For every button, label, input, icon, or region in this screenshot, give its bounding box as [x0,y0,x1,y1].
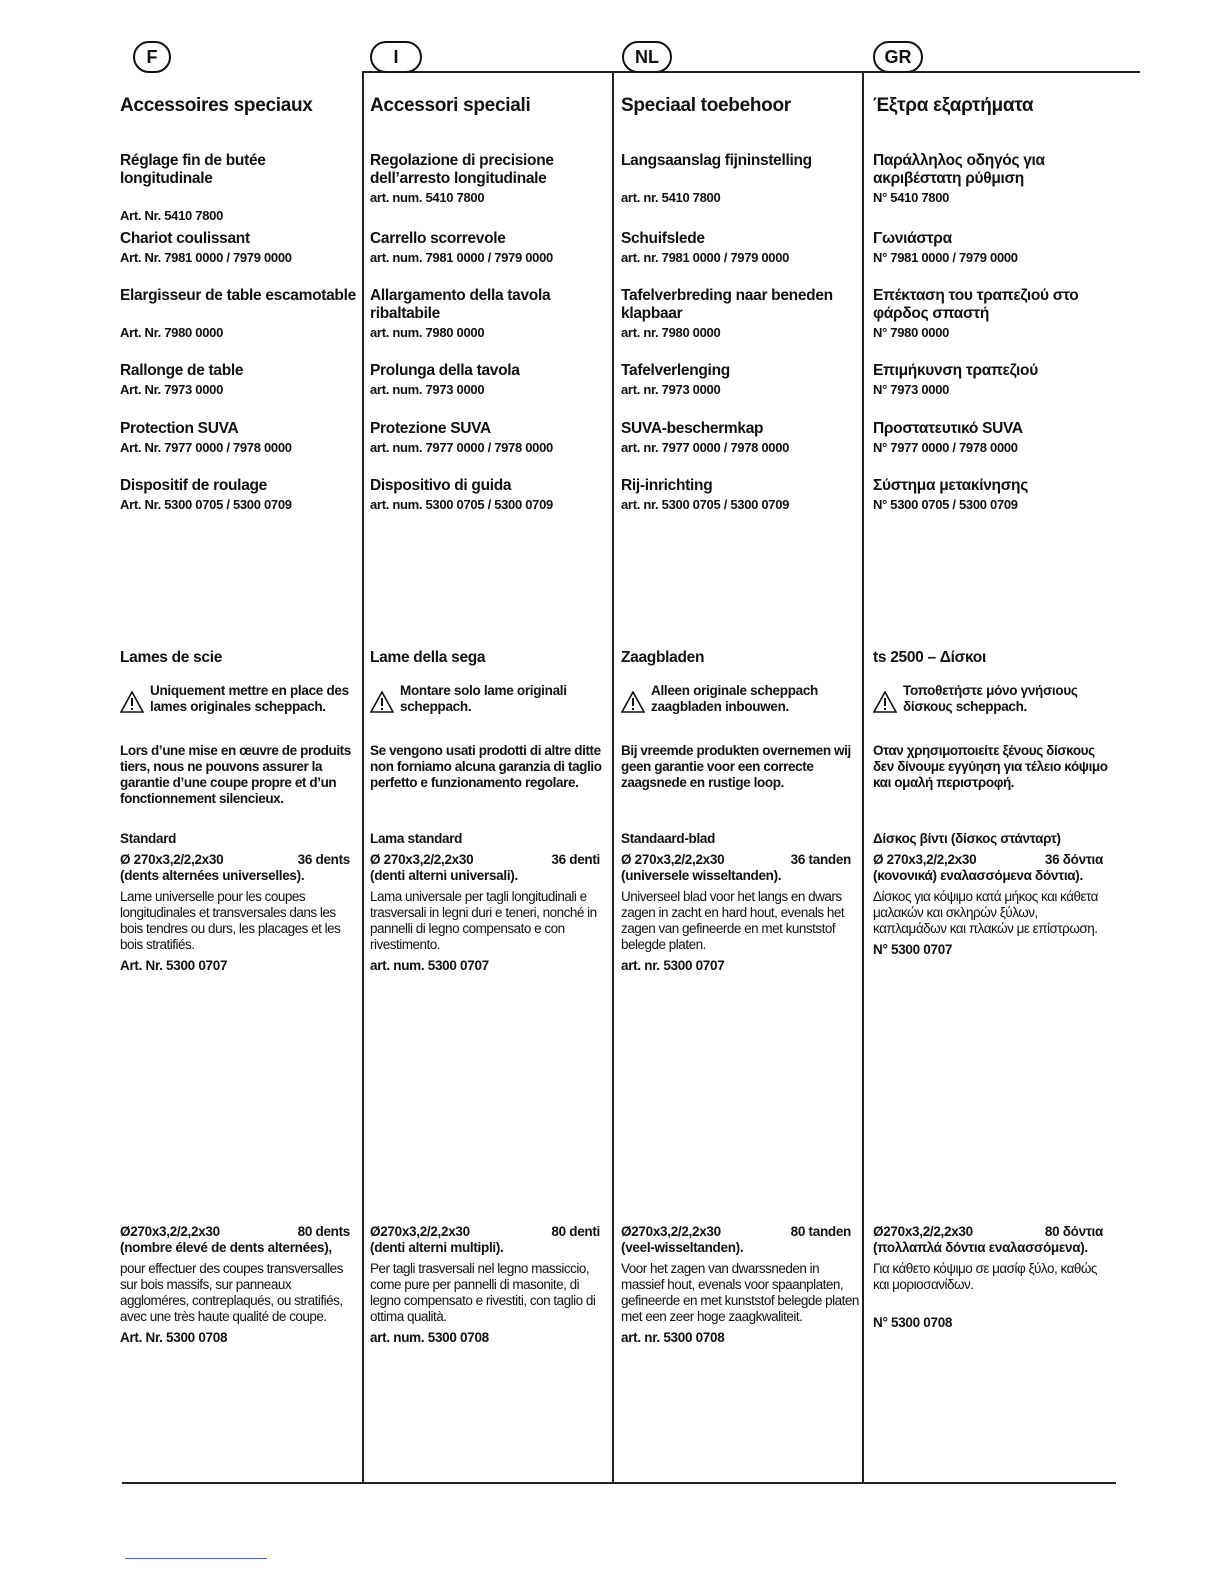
accessory-art-number: Art. Nr. 7973 0000 [120,382,224,397]
fine-blade-tooth-type: (πολλαπλά δόντια εναλασσόμενα). [873,1240,1088,1255]
accessory-art-number: art. num. 5300 0705 / 5300 0709 [370,497,553,512]
accessory-name: Schuifslede [621,230,705,247]
accessory-name: Chariot coulissant [120,230,250,247]
accessory-name: Tafelverlenging [621,362,730,379]
accessory-item [621,152,863,206]
warning-text: Alleen originale scheppach zaagbladen inbouwen. [651,683,819,714]
accessory-name: Allargamento della tavola ribaltabile [370,287,551,322]
fine-blade [873,1224,1111,1331]
warning-note [120,683,362,715]
accessory-item [621,287,863,341]
fine-blade-tooth-type: (veel-wisseltanden). [621,1240,744,1255]
fine-blade-art-number: art. num. 5300 0708 [370,1330,489,1345]
accessory-art-number: Art. Nr. 7977 0000 / 7978 0000 [120,440,292,455]
accessory-name: Protezione SUVA [370,420,491,437]
column-title: Speciaal toebehoor [621,95,791,116]
fine-blade-size: Ø270x3,2/2,2x30 [120,1224,220,1239]
accessory-item [873,477,1115,513]
guarantee-note: Se vengono usati prodotti di altre ditte non forniamo alcuna garanzia di taglio perfetto e funzionamento regolare. [370,743,602,790]
accessory-art-number: art. num. 7980 0000 [370,325,485,340]
accessory-name: Rij-inrichting [621,477,713,494]
fine-blade [621,1224,859,1346]
accessory-art-number: art. nr. 7980 0000 [621,325,721,340]
accessory-art-number: Art. Nr. 5410 7800 [120,208,224,223]
fine-blade-description: Voor het zagen van dwarssneden in massief hout, evenals voor spaanplaten, gefineerde en met kunststof belegde platen met een zeer hoge zaagkwaliteit. [621,1261,859,1324]
footer-link-line [125,1558,267,1559]
column-title: Accessoires speciaux [120,95,313,116]
warning-triangle-icon [120,691,144,713]
accessory-item [370,152,612,206]
standard-blade-tooth-type: (κονονικά) εναλασσόμενα δόντια). [873,868,1083,883]
accessory-art-number: art. nr. 7973 0000 [621,382,721,397]
standard-blade-art-number: art. nr. 5300 0707 [621,958,725,973]
column-title: Accessori speciali [370,95,531,116]
fine-blade-art-number: Art. Nr. 5300 0708 [120,1330,228,1345]
accessory-art-number: art. num. 5410 7800 [370,190,485,205]
accessory-art-number: N° 5410 7800 [873,190,950,205]
accessory-art-number: Art. Nr. 5300 0705 / 5300 0709 [120,497,292,512]
standard-blade-label: Standard [120,831,177,846]
language-badge-nl: NL [622,41,672,73]
fine-blade [370,1224,608,1346]
guarantee-note: Lors d’une mise en œuvre de produits tiers, nous ne pouvons assurer la garantie d’une coupe propre et d’un fonctionnement silencieux. [120,743,351,806]
warning-text: Τοποθετήστε μόνο γνήσιους δίσκους scheppach. [903,683,1078,714]
column-divider-2 [612,71,614,1483]
standard-blade-description: Universeel blad voor het langs en dwars zagen in zacht en hard hout, evenals het zagen van gefineerde en met kunststof belegde platen. [621,889,845,952]
guarantee-note: Bij vreemde produkten overnemen wij geen garantie voor een correcte zaagsnede en rustige loop. [621,743,851,790]
accessory-item [370,420,612,456]
standard-blade-art-number: Art. Nr. 5300 0707 [120,958,228,973]
language-badge-gr: GR [873,41,923,73]
fine-blade-description: Για κάθετο κόψιμο σε μασίφ ξύλο, καθώς και μοριοσανίδων. [873,1261,1097,1292]
accessory-name: Προστατευτικό SUVA [873,420,1023,437]
accessory-art-number: art. nr. 5410 7800 [621,190,721,205]
accessory-name: Tafelverbreding naar beneden klapbaar [621,287,833,322]
fine-blade-teeth: 80 tanden [790,1224,851,1239]
accessory-name: SUVA-beschermkap [621,420,764,437]
accessory-item [621,230,863,266]
fine-blade-tooth-type: (nombre élevé de dents alternées), [120,1240,332,1255]
standard-blade-description: Lama universale per tagli longitudinali e trasversali in legni duri e teneri, nonché in pannelli di legno compensato e con rivestimento. [370,889,597,952]
accessory-item [621,362,863,398]
accessory-name: Επιμήκυνση τραπεζιού [873,362,1038,379]
fine-blade-size: Ø270x3,2/2,2x30 [370,1224,470,1239]
warning-note [873,683,1115,715]
standard-blade [873,831,1111,958]
language-badge-i: I [370,41,422,73]
warning-triangle-icon [621,691,645,713]
accessory-name: Dispositif de roulage [120,477,267,494]
accessory-art-number: art. nr. 7981 0000 / 7979 0000 [621,250,790,265]
standard-blade-tooth-type: (dents alternées universelles). [120,868,305,883]
fine-blade-art-number: art. nr. 5300 0708 [621,1330,725,1345]
accessory-item [873,420,1115,456]
accessory-art-number: art. num. 7981 0000 / 7979 0000 [370,250,553,265]
accessory-name: Réglage fin de butée longitudinale [120,152,266,187]
fine-blade-teeth: 80 denti [551,1224,600,1239]
accessory-name: Σύστημα μετακίνησης [873,477,1028,494]
standard-blade-label: Δίσκος βίντι (δίσκος στάνταρτ) [873,831,1061,846]
fine-blade-description: Per tagli trasversali nel legno massiccio, come pure per pannelli di masonite, di legno compensato e rivestiti, con taglio di ottima qualità. [370,1261,596,1324]
warning-text: Uniquement mettre en place des lames originales scheppach. [150,683,349,714]
blades-title: Lames de scie [120,649,223,666]
accessory-item [120,152,362,224]
top-rule [362,71,1140,73]
column-title: Έξτρα εξαρτήματα [873,95,1034,116]
accessory-art-number: N° 7981 0000 / 7979 0000 [873,250,1018,265]
fine-blade-teeth: 80 dents [297,1224,350,1239]
standard-blade-label: Lama standard [370,831,463,846]
accessory-name: Γωνιάστρα [873,230,952,247]
standard-blade [621,831,859,974]
accessory-item [120,230,362,266]
standard-blade-size: Ø 270x3,2/2,2x30 [873,852,977,867]
accessory-art-number: art. nr. 5300 0705 / 5300 0709 [621,497,790,512]
accessory-name: Regolazione di precisione dell’arresto longitudinale [370,152,554,187]
blades-title: ts 2500 – Δίσκοι [873,649,986,666]
accessory-name: Carrello scorrevole [370,230,506,247]
fine-blade-description: pour effectuer des coupes transversalles sur bois massifs, sur panneaux aggloméres, contreplaqués, ou stratifiés, avec une très haute qualité de coupe. [120,1261,343,1324]
accessory-name: Protection SUVA [120,420,239,437]
accessory-item [120,287,362,341]
accessory-art-number: art. nr. 7977 0000 / 7978 0000 [621,440,790,455]
accessory-art-number: N° 5300 0705 / 5300 0709 [873,497,1018,512]
standard-blade-art-number: art. num. 5300 0707 [370,958,489,973]
fine-blade-size: Ø270x3,2/2,2x30 [873,1224,973,1239]
accessory-name: Rallonge de table [120,362,244,379]
accessory-item [873,287,1115,341]
warning-note [370,683,612,715]
column-divider-1 [362,71,364,1483]
accessory-item [370,477,612,513]
standard-blade-size: Ø 270x3,2/2,2x30 [120,852,224,867]
standard-blade-size: Ø 270x3,2/2,2x30 [621,852,725,867]
warning-note [621,683,863,715]
accessory-name: Elargisseur de table escamotable [120,287,356,304]
guarantee-note: Οταν χρησιμοποιείτε ξένους δίσκους δεν δίνουμε εγγύηση για τέλειο κόψιμο και ομαλή περιστροφή. [873,743,1108,790]
standard-blade-tooth-type: (denti alterni universali). [370,868,518,883]
fine-blade-size: Ø270x3,2/2,2x30 [621,1224,721,1239]
accessory-name: Παράλληλος οδηγός για ακριβέστατη ρύθμιση [873,152,1045,187]
accessory-name: Prolunga della tavola [370,362,520,379]
language-badge-f: F [133,41,171,73]
bottom-rule [122,1482,1116,1484]
standard-blade-description: Lame universelle pour les coupes longitudinales et transversales dans les bois tendres ou durs, les placages et les bois stratifiés. [120,889,341,952]
accessory-item [370,362,612,398]
fine-blade-tooth-type: (denti alterni multipli). [370,1240,504,1255]
fine-blade-art-number: N° 5300 0708 [873,1315,953,1330]
accessory-item [120,477,362,513]
accessory-name: Langsaanslag fijninstelling [621,152,812,169]
accessory-name: Dispositivo di guida [370,477,512,494]
warning-text: Montare solo lame originali scheppach. [400,683,567,714]
accessory-art-number: art. num. 7973 0000 [370,382,485,397]
accessory-item [370,230,612,266]
accessory-art-number: N° 7977 0000 / 7978 0000 [873,440,1018,455]
accessory-item [621,420,863,456]
standard-blade-description: Δίσκος για κόψιμο κατά μήκος και κάθετα μαλακών και σκληρών ξύλων, καπλαμάδων και πλακών με επίστρωση. [873,889,1098,936]
standard-blade-teeth: 36 δόντια [1044,852,1103,867]
blades-title: Zaagbladen [621,649,705,666]
accessory-art-number: Art. Nr. 7981 0000 / 7979 0000 [120,250,292,265]
accessory-item [120,362,362,398]
accessory-art-number: N° 7980 0000 [873,325,950,340]
accessory-item [120,420,362,456]
standard-blade-size: Ø 270x3,2/2,2x30 [370,852,474,867]
accessory-item [370,287,612,341]
standard-blade-teeth: 36 dents [297,852,350,867]
accessory-item [621,477,863,513]
standard-blade-tooth-type: (universele wisseltanden). [621,868,782,883]
fine-blade-teeth: 80 δόντια [1044,1224,1103,1239]
warning-triangle-icon [873,691,897,713]
blades-title: Lame della sega [370,649,486,666]
standard-blade [370,831,608,974]
accessory-art-number: N° 7973 0000 [873,382,950,397]
accessory-art-number: art. num. 7977 0000 / 7978 0000 [370,440,553,455]
accessory-art-number: Art. Nr. 7980 0000 [120,325,224,340]
accessory-item [873,230,1115,266]
fine-blade [120,1224,358,1346]
standard-blade [120,831,358,974]
accessory-item [873,362,1115,398]
standard-blade-label: Standaard-blad [621,831,716,846]
accessory-name: Επέκταση του τραπεζιού στο φάρδος σπαστή [873,287,1079,322]
standard-blade-teeth: 36 tanden [790,852,851,867]
accessory-item [873,152,1115,206]
standard-blade-art-number: N° 5300 0707 [873,942,953,957]
warning-triangle-icon [370,691,394,713]
standard-blade-teeth: 36 denti [551,852,600,867]
